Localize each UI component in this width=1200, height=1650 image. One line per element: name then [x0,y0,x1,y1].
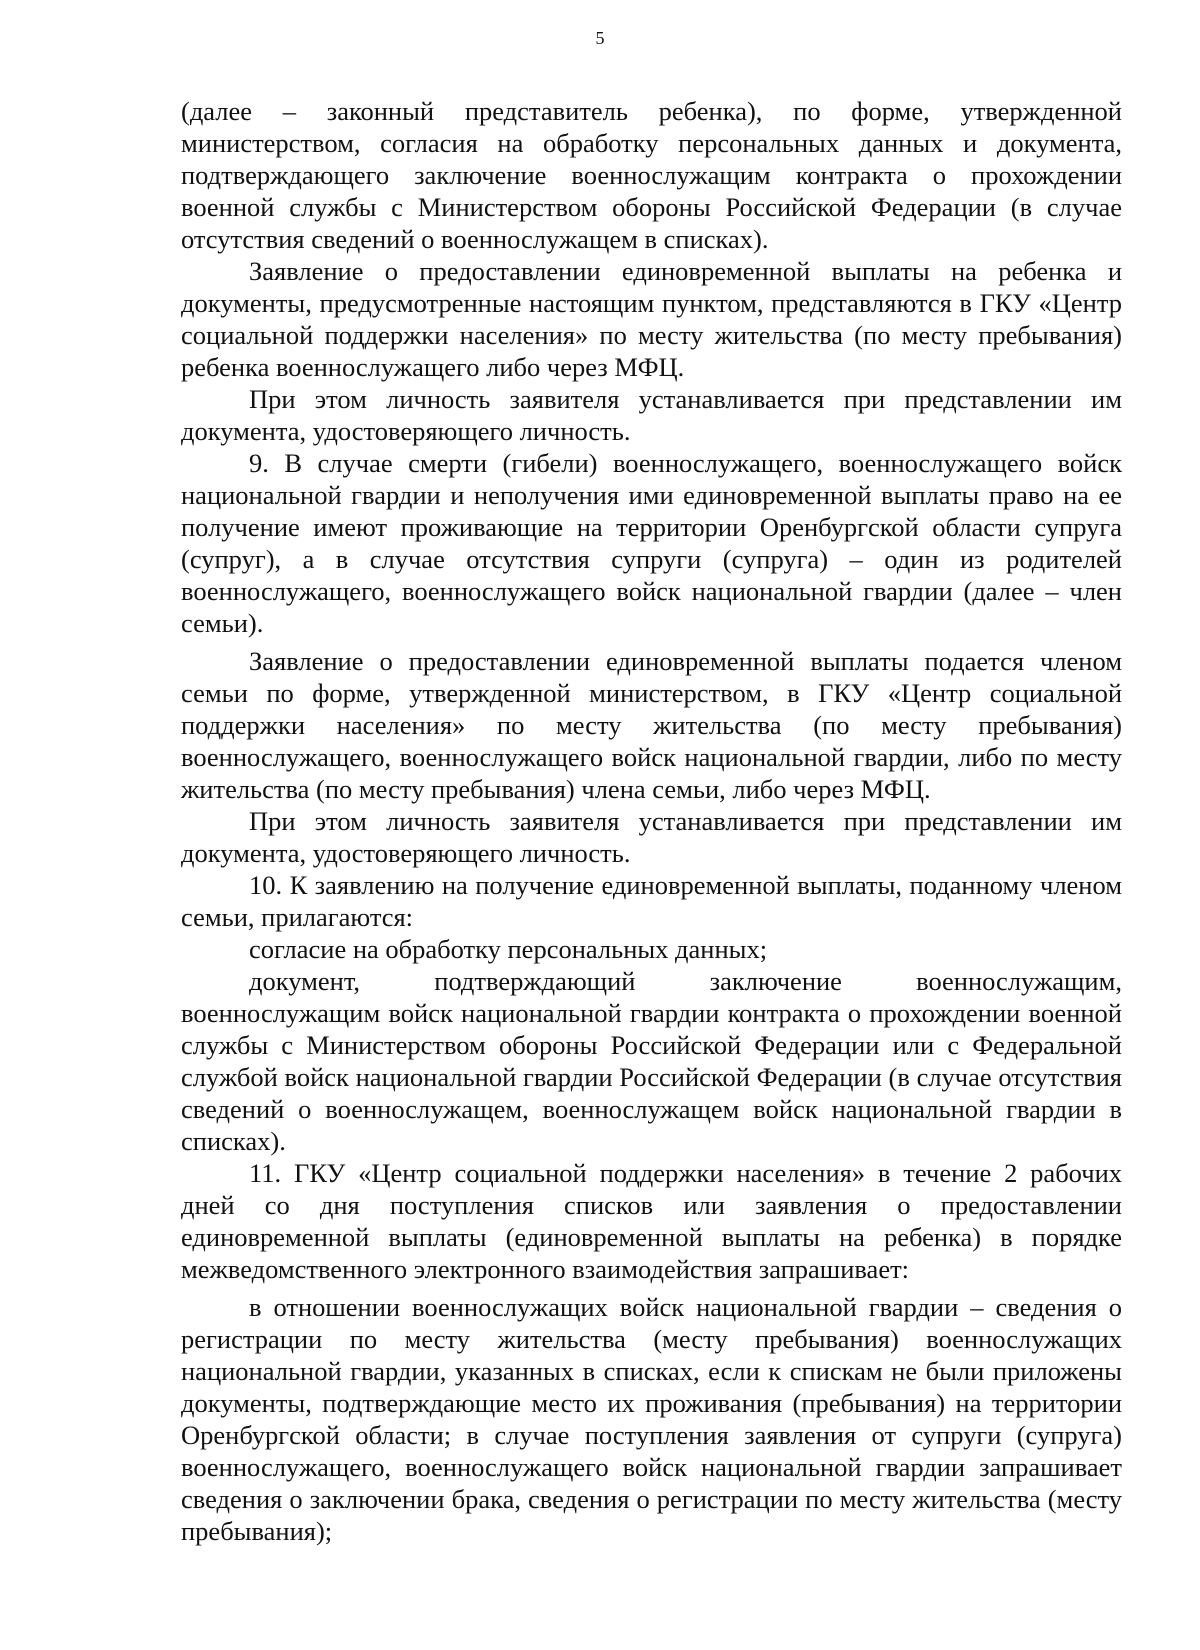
paragraph-identity-2: При этом личность заявителя устанавливается при представлении им документа, удостоверяющего личность. [181,806,1122,868]
paragraph-item-9: 9. В случае смерти (гибели) военнослужащего, военнослужащего войск национальной гвардии и неполучения ими единовременной выплаты право на ее получение имеют проживающие на территории Оренбургской области супруга (супруг), а в случае отсутствия супруги (супруга) – один из родителей военнослужащего, военнослужащего войск национальной гвардии (далее – член семьи). [181,448,1122,638]
document-body [181,95,1122,1547]
paragraph-continuation: (далее – законный представитель ребенка), по форме, утвержденной министерством, согласия на обработку персональных данных и документа, подтверждающего заключение военнослужащим контракта о прохождении военной службы с Министерством обороны Российской Федерации (в случае отсутствия сведений о военнослужащем в списках). [181,96,1122,254]
paragraph-family-member-application: Заявление о предоставлении единовременной выплаты подается членом семьи по форме, утвержденной министерством, в ГКУ «Центр социальной поддержки населения» по месту жительства (по месту пребывания) военнослужащего, военнослужащего войск национальной гвардии, либо по месту жительства (по месту пребывания) члена семьи, либо через МФЦ. [181,646,1122,804]
paragraph-application-child-payment: Заявление о предоставлении единовременной выплаты на ребенка и документы, предусмотренные настоящим пунктом, представляются в ГКУ «Центр социальной поддержки населения» по месту жительства (по месту пребывания) ребенка военнослужащего либо через МФЦ. [181,256,1122,382]
page-number: 5 [595,28,605,48]
paragraph-identity-1: При этом личность заявителя устанавливается при представлении им документа, удостоверяющего личность. [181,384,1122,446]
paragraph-national-guard-request: в отношении военнослужащих войск национальной гвардии – сведения о регистрации по месту жительства (месту пребывания) военнослужащих национальной гвардии, указанных в списках, если к спискам не были приложены документы, подтверждающие место их проживания (пребывания) на территории Оренбургской области; в случае поступления заявления от супруги (супруга) военнослужащего, военнослужащего войск национальной гвардии запрашивает сведения о заключении брака, сведения о регистрации по месту жительства (месту пребывания); [181,1292,1122,1546]
paragraph-consent: согласие на обработку персональных данных; [249,934,768,964]
paragraph-contract-document: документ, подтверждающий заключение военнослужащим, военнослужащим войск национальной гвардии контракта о прохождении военной службы с Министерством обороны Российской Федерации или с Федеральной службой войск национальной гвардии Российской Федерации (в случае отсутствия сведений о военнослужащем, военнослужащем войск национальной гвардии в списках). [181,966,1122,1156]
paragraph-item-11: 11. ГКУ «Центр социальной поддержки населения» в течение 2 рабочих дней со дня поступления списков или заявления о предоставлении единовременной выплаты (единовременной выплаты на ребенка) в порядке межведомственного электронного взаимодействия запрашивает: [181,1158,1122,1284]
paragraph-item-10: 10. К заявлению на получение единовременной выплаты, поданному членом семьи, прилагаются: [181,870,1122,932]
